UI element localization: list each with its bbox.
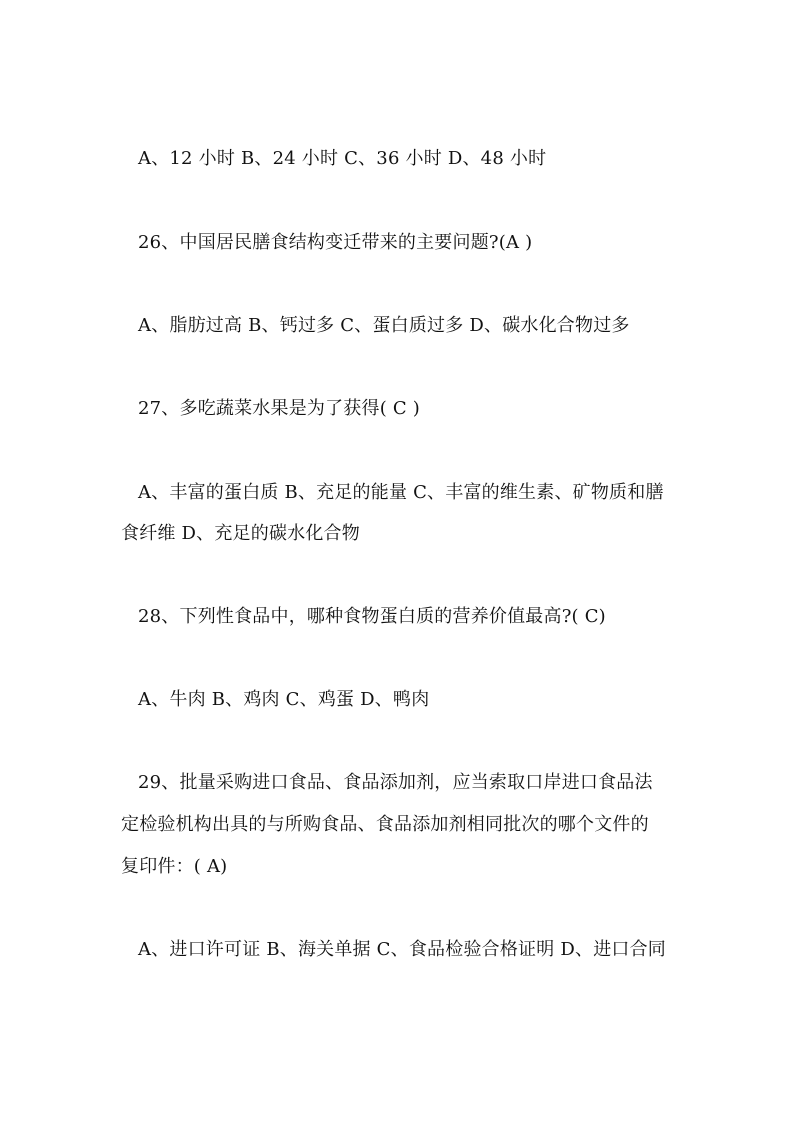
question-29-line2: 定检验机构出具的与所购食品、食品添加剂相同批次的哪个文件的 (121, 814, 649, 835)
question-26: 26、中国居民膳食结构变迁带来的主要问题?(A ) (138, 232, 533, 253)
question-28: 28、下列性食品中，哪种食物蛋白质的营养价值最高?( C) (138, 606, 606, 627)
answer-options-q28: A、牛肉 B、鸡肉 C、鸡蛋 D、鸭肉 (138, 689, 430, 710)
question-27: 27、多吃蔬菜水果是为了获得( C ) (138, 398, 420, 419)
question-29-line1: 29、批量采购进口食品、食品添加剂，应当索取口岸进口食品法 (138, 772, 653, 793)
answer-options-q26: A、脂肪过高 B、钙过多 C、蛋白质过多 D、碳水化合物过多 (138, 315, 630, 336)
answer-options-q27-line1: A、丰富的蛋白质 B、充足的能量 C、丰富的维生素、矿物质和膳 (138, 482, 664, 503)
answer-options-q29: A、进口许可证 B、海关单据 C、食品检验合格证明 D、进口合同 (138, 939, 666, 960)
question-29-line3: 复印件：( A) (121, 856, 228, 877)
answer-options-q27-line2: 食纤维 D、充足的碳水化合物 (121, 523, 360, 544)
answer-options-q25: A、12 小时 B、24 小时 C、36 小时 D、48 小时 (138, 148, 547, 169)
